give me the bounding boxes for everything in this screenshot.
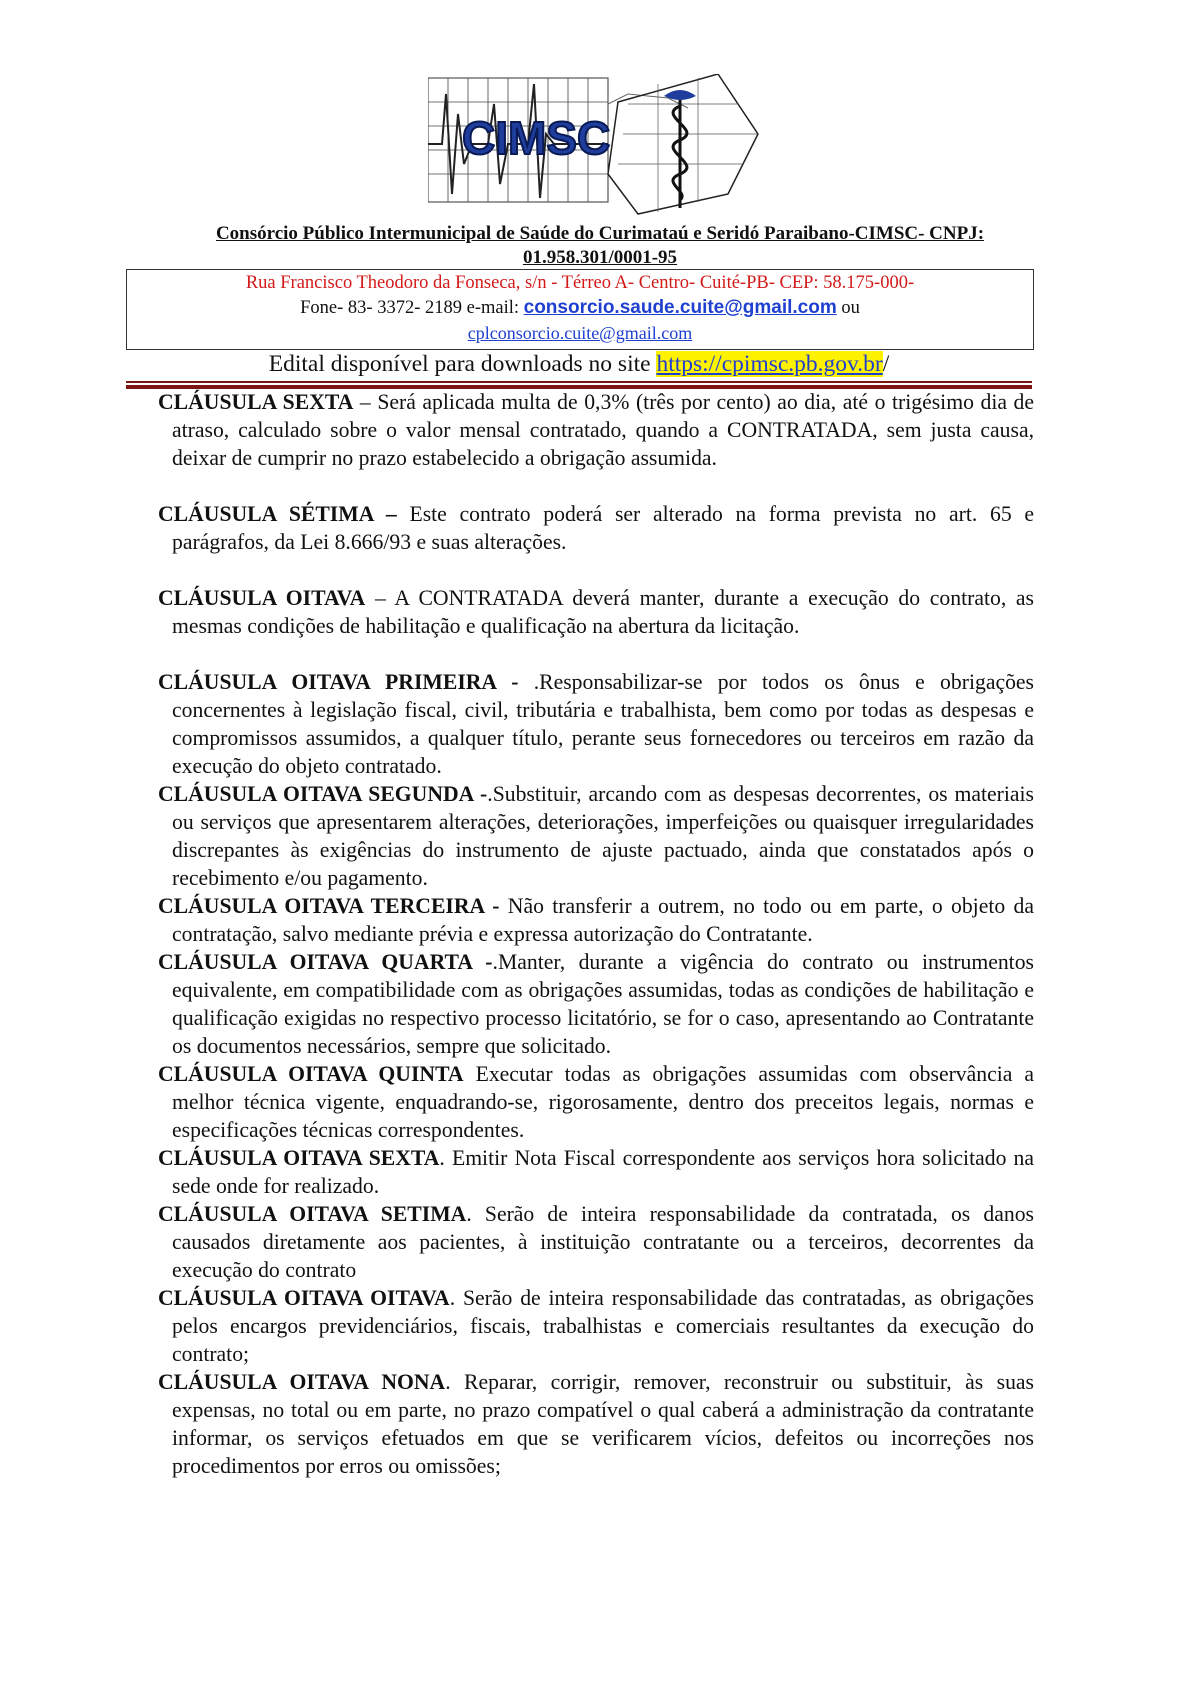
edital-link[interactable]: https://cpimsc.pb.gov.br	[656, 351, 883, 377]
email-primary-link[interactable]: consorcio.saude.cuite@gmail.com	[523, 297, 837, 318]
clause-text: Este contrato poderá ser alterado na forma prevista no art. 65 e parágrafos, da Lei 8.666/93 e suas alterações.	[172, 502, 1034, 554]
address-line: Rua Francisco Theodoro da Fonseca, s/n - Térreo A- Centro- Cuité-PB- CEP: 58.175-000-	[245, 273, 915, 293]
clauses-body	[158, 388, 1034, 1480]
clause-text: . Serão de inteira responsabilidade das contratadas, as obrigações pelos encargos previdenciários, fiscais, trabalhistas e comerciais resultantes da execução do contrato;	[172, 1286, 1034, 1366]
edital-text: Edital disponível para downloads no site	[268, 351, 651, 377]
phone-email-line	[127, 296, 1033, 320]
clause-title: CLÁUSULA OITAVA SEXTA	[158, 1146, 440, 1170]
org-title: Consórcio Público Intermunicipal de Saúde do Curimataú e Seridó Paraibano-CIMSC- CNPJ:	[215, 223, 985, 244]
clause-title: CLÁUSULA OITAVA QUINTA	[158, 1062, 464, 1086]
cnpj: 01.958.301/0001-95	[522, 247, 678, 268]
clause-oitava-quinta	[158, 1060, 1034, 1144]
clause-text: Executar todas as obrigações assumidas com observância a melhor técnica vigente, enquadrando-se, rigorosamente, dentro dos preceitos legais, normas e especificações técnicas correspondentes.	[172, 1062, 1034, 1142]
clause-text: .Substituir, arcando com as despesas decorrentes, os materiais ou serviços que apresentarem alterações, deteriorações, imperfeições ou quaisquer irregularidades discrepantes às exigências do instrumento de ajuste pactuado, ainda que constatados após o recebimento e/ou pagamento.	[172, 782, 1034, 890]
clause-text: . Serão de inteira responsabilidade da contratada, os danos causados diretamente aos pacientes, à instituição contratante ou a terceiros, decorrentes da execução do contrato	[172, 1202, 1034, 1282]
email-secondary-link[interactable]: cplconsorcio.cuite@gmail.com	[467, 323, 693, 343]
clause-title: CLÁUSULA OITAVA NONA	[158, 1370, 446, 1394]
edital-line	[126, 350, 1032, 378]
clause-setima	[158, 500, 1034, 556]
header-divider	[126, 381, 1032, 383]
clause-text: .Responsabilizar-se por todos os ônus e obrigações concernentes à legislação fiscal, civil, tributária e trabalhista, bem como por todas as despesas e compromissos assumidos, a qualquer título, perante seus fornecedores ou terceiros em razão da execução do objeto contratado.	[172, 670, 1034, 778]
edital-suffix: /	[882, 351, 890, 377]
clause-oitava-primeira	[158, 668, 1034, 780]
clause-title: CLÁUSULA OITAVA TERCEIRA -	[158, 894, 500, 918]
clause-title: CLÁUSULA OITAVA QUARTA -	[158, 950, 493, 974]
clause-sexta	[158, 388, 1034, 472]
clause-oitava	[158, 584, 1034, 640]
email-joiner: ou	[841, 298, 860, 318]
clause-title: CLÁUSULA OITAVA SEGUNDA -	[158, 782, 488, 806]
clause-text: Não transferir a outrem, no todo ou em parte, o objeto da contratação, salvo mediante prévia e expressa autorização do Contratante.	[172, 894, 1034, 946]
clause-oitava-sexta	[158, 1144, 1034, 1200]
clause-title: CLÁUSULA SEXTA	[158, 390, 354, 414]
clause-text: .Manter, durante a vigência do contrato ou instrumentos equivalente, em compatibilidade com as obrigações assumidas, todas as condições de habilitação e qualificação exigidas no respectivo processo licitatório, se for o caso, apresentando ao Contratante os documentos necessários, sempre que solicitado.	[172, 950, 1034, 1058]
clause-title: CLÁUSULA SÉTIMA –	[158, 502, 397, 526]
clause-text: . Reparar, corrigir, remover, reconstruir ou substituir, às suas expensas, no total ou em parte, no prazo compatível o qual caberá a administração da contratante informar, os serviços efetuados em que se verificarem vícios, defeitos ou incorreções nos procedimentos por erros ou omissões;	[172, 1370, 1034, 1478]
clause-title: CLÁUSULA OITAVA SETIMA	[158, 1202, 467, 1226]
clause-title: CLÁUSULA OITAVA OITAVA	[158, 1286, 450, 1310]
clause-oitava-nona	[158, 1368, 1034, 1480]
phone-label: Fone- 83- 3372- 2189 e-mail:	[300, 298, 519, 318]
logo-text: CIMSC	[462, 112, 611, 164]
clause-title: CLÁUSULA OITAVA	[158, 586, 366, 610]
clause-oitava-terceira	[158, 892, 1034, 948]
clause-oitava-quarta	[158, 948, 1034, 1060]
clause-oitava-setima	[158, 1200, 1034, 1284]
clause-oitava-oitava	[158, 1284, 1034, 1368]
clause-text: . Emitir Nota Fiscal correspondente aos serviços hora solicitado na sede onde for realizado.	[172, 1146, 1034, 1198]
clause-text: – Será aplicada multa de 0,3% (três por cento) ao dia, até o trigésimo dia de atraso, calculado sobre o valor mensal contratado, quando a CONTRATADA, sem justa causa, deixar de cumprir no prazo estabelecido a obrigação assumida.	[172, 390, 1034, 470]
clause-text: – A CONTRATADA deverá manter, durante a execução do contrato, as mesmas condições de habilitação e qualificação na abertura da licitação.	[172, 586, 1034, 638]
cimsc-logo	[428, 74, 788, 218]
email-secondary-line	[127, 321, 1033, 346]
clause-oitava-segunda	[158, 780, 1034, 892]
clause-title: CLÁUSULA OITAVA PRIMEIRA -	[158, 670, 519, 694]
contact-box	[126, 269, 1034, 350]
